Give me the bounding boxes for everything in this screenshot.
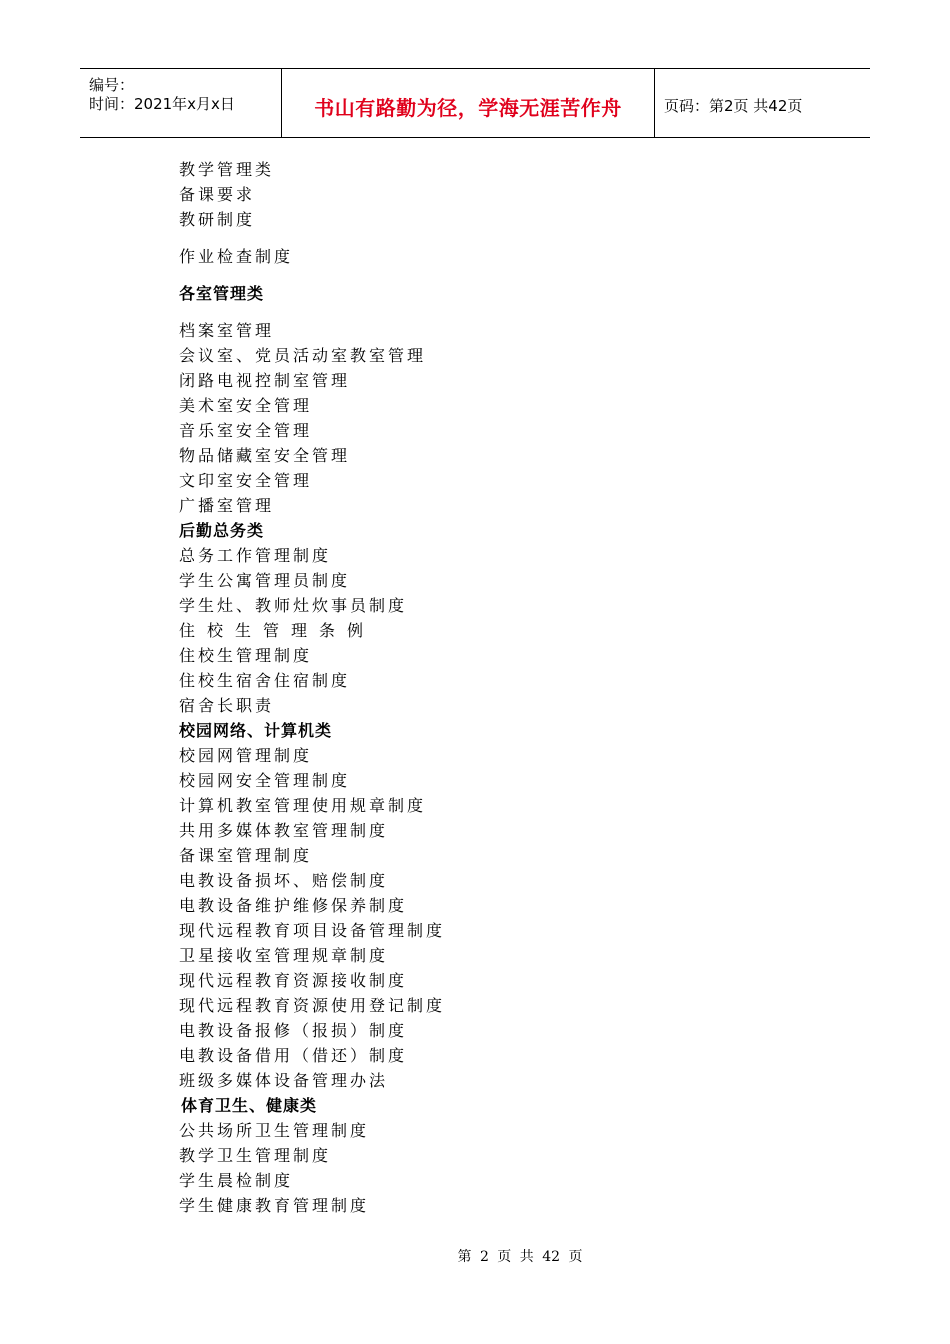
list-item: 共用多媒体教室管理制度 bbox=[179, 821, 389, 840]
list-item: 教学管理类 bbox=[179, 160, 275, 179]
list-item: 校园网管理制度 bbox=[179, 746, 313, 765]
page-header bbox=[80, 68, 870, 138]
list-item: 教学卫生管理制度 bbox=[179, 1146, 332, 1165]
doc-time: 时间：2021年x月x日 bbox=[89, 95, 235, 113]
page-code: 页码：第2页 共42页 bbox=[664, 97, 803, 115]
list-item: 文印室安全管理 bbox=[179, 471, 313, 490]
list-item: 电教设备报修（报损）制度 bbox=[179, 1021, 408, 1040]
list-item: 会议室、党员活动室教室管理 bbox=[179, 346, 427, 365]
list-item: 班级多媒体设备管理办法 bbox=[179, 1071, 389, 1090]
list-item: 宿舍长职责 bbox=[179, 696, 275, 715]
list-item: 校园网安全管理制度 bbox=[179, 771, 351, 790]
motto: 书山有路勤为径，学海无涯苦作舟 bbox=[314, 96, 622, 120]
list-item: 备课要求 bbox=[179, 185, 256, 204]
list-item: 卫星接收室管理规章制度 bbox=[179, 946, 389, 965]
list-item: 学生健康教育管理制度 bbox=[179, 1196, 370, 1215]
list-item: 学生灶、教师灶炊事员制度 bbox=[179, 596, 408, 615]
list-item: 作业检查制度 bbox=[179, 247, 294, 266]
list-item: 公共场所卫生管理制度 bbox=[179, 1121, 370, 1140]
list-item: 现代远程教育资源使用登记制度 bbox=[179, 996, 446, 1015]
list-item: 计算机教室管理使用规章制度 bbox=[179, 796, 427, 815]
list-item: 住校生宿舍住宿制度 bbox=[179, 671, 351, 690]
list-item: 备课室管理制度 bbox=[179, 846, 313, 865]
list-item: 学生晨检制度 bbox=[179, 1171, 294, 1190]
section-heading: 体育卫生、健康类 bbox=[181, 1096, 318, 1115]
list-item: 档案室管理 bbox=[179, 321, 275, 340]
list-item: 学生公寓管理员制度 bbox=[179, 571, 351, 590]
list-item: 教研制度 bbox=[179, 210, 256, 229]
list-item: 电教设备维护维修保养制度 bbox=[179, 896, 408, 915]
section-heading: 校园网络、计算机类 bbox=[179, 721, 333, 740]
list-item: 现代远程教育资源接收制度 bbox=[179, 971, 408, 990]
list-item: 音乐室安全管理 bbox=[179, 421, 313, 440]
list-item: 广播室管理 bbox=[179, 496, 275, 515]
doc-number: 编号： bbox=[89, 76, 135, 94]
list-item: 物品储藏室安全管理 bbox=[179, 446, 351, 465]
list-item: 闭路电视控制室管理 bbox=[179, 371, 351, 390]
list-item: 住校生管理条例 bbox=[179, 621, 376, 640]
page-footer: 第 2 页 共 42 页 bbox=[457, 1249, 583, 1265]
section-heading: 后勤总务类 bbox=[179, 521, 265, 540]
list-item: 总务工作管理制度 bbox=[179, 546, 332, 565]
list-item: 电教设备损坏、赔偿制度 bbox=[179, 871, 389, 890]
section-heading: 各室管理类 bbox=[179, 284, 265, 303]
list-item: 现代远程教育项目设备管理制度 bbox=[179, 921, 446, 940]
header-info-cell bbox=[80, 69, 282, 137]
list-item: 住校生管理制度 bbox=[179, 646, 313, 665]
list-item: 美术室安全管理 bbox=[179, 396, 313, 415]
header-motto-cell bbox=[282, 69, 655, 137]
header-page-cell bbox=[655, 69, 870, 137]
list-item: 电教设备借用（借还）制度 bbox=[179, 1046, 408, 1065]
